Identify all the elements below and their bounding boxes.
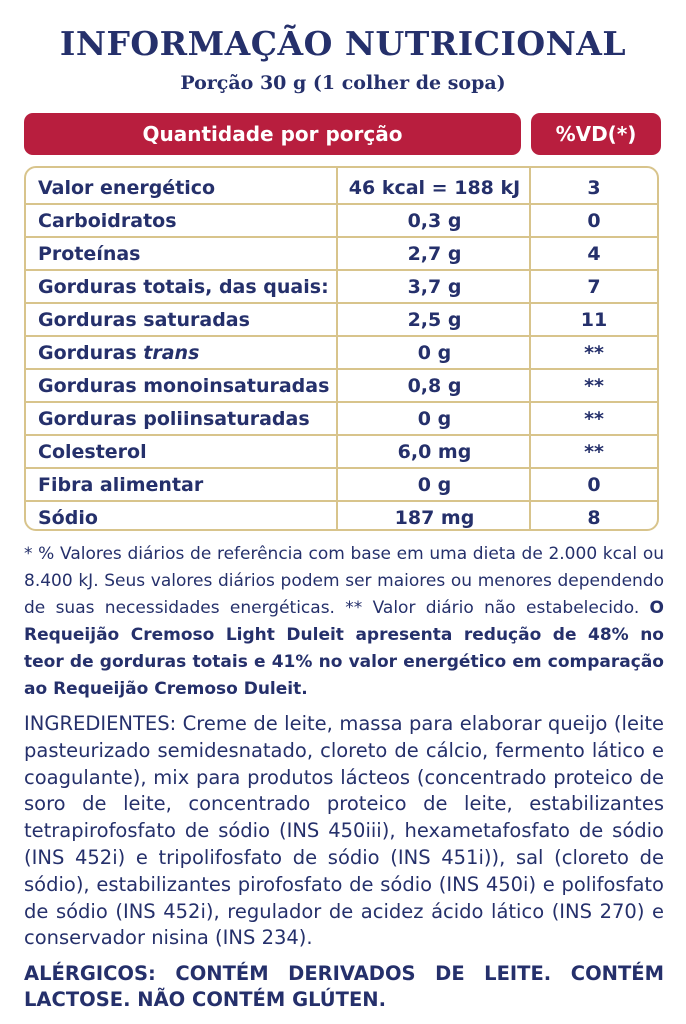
- table-row: [26, 500, 657, 531]
- footnote: [24, 541, 664, 703]
- nutrient-name: Proteínas: [38, 243, 141, 265]
- nutrient-amount: 0,3 g: [407, 210, 462, 232]
- nutrient-amount: 0 g: [417, 474, 452, 496]
- nutrient-dv: **: [584, 441, 604, 463]
- header-quantity: Quantidade por porção: [24, 113, 521, 155]
- table-row: [26, 203, 657, 236]
- nutrient-name-italic: trans: [143, 342, 200, 364]
- table-row: [26, 302, 657, 335]
- allergens: ALÉRGICOS: CONTÉM DERIVADOS DE LEITE. CONTÉM LACTOSE. NÃO CONTÉM GLÚTEN.: [24, 962, 664, 1011]
- nutrient-amount: 0 g: [417, 408, 452, 430]
- label-title: INFORMAÇÃO NUTRICIONAL: [59, 24, 627, 63]
- table-row: [26, 236, 657, 269]
- nutrient-dv: 3: [587, 177, 601, 199]
- nutrient-dv: 7: [587, 276, 601, 298]
- footnote-highlight: O Requeijão Cremoso Light Duleit apresenta redução de 48% no teor de gorduras totais e 41% no valor energético em comparação ao Requeijão Cremoso Duleit.: [24, 598, 664, 699]
- nutrient-amount: 3,7 g: [407, 276, 462, 298]
- nutrient-name: Gorduras totais, das quais:: [38, 276, 329, 298]
- nutrient-name: Gorduras monoinsaturadas: [38, 375, 330, 397]
- table-row: [26, 401, 657, 434]
- nutrient-dv: 8: [587, 507, 601, 529]
- table-row: [26, 467, 657, 500]
- table-row: [26, 368, 657, 401]
- nutrient-name: Gorduras poliinsaturadas: [38, 408, 310, 430]
- nutrient-name: Valor energético: [38, 177, 216, 199]
- nutrient-name: Fibra alimentar: [38, 474, 204, 496]
- ingredients: INGREDIENTES: Creme de leite, massa para elaborar queijo (leite pasteurizado semidesnatado, cloreto de cálcio, fermento lático e coagulante), mix para produtos lácteos (concentrado proteico de soro de leite, concentrado proteico de leite, estabilizantes tetrapirofosfato de sódio (INS 450iii), hexametafosfato de sódio (INS 452i) e tripolifosfato de sódio (INS 451i)), sal (cloreto de sódio), estabilizantes pirofosfato de sódio (INS 450i) e polifosfato de sódio (INS 452i), regulador de acidez ácido lático (INS 270) e conservador nisina (INS 234).: [24, 712, 664, 950]
- nutrient-amount: 0,8 g: [407, 375, 462, 397]
- nutrient-amount: 2,5 g: [407, 309, 462, 331]
- nutrient-amount: 2,7 g: [407, 243, 462, 265]
- table-row: [26, 434, 657, 467]
- nutrient-dv: **: [584, 342, 604, 364]
- header-daily-value: %VD(*): [531, 113, 661, 155]
- nutrient-dv: 4: [587, 243, 601, 265]
- nutrient-name-prefix: Gorduras: [38, 342, 144, 364]
- nutrient-dv: 0: [587, 474, 601, 496]
- table-row: [26, 335, 657, 368]
- nutrient-amount: 187 mg: [394, 507, 475, 529]
- nutrient-name: Carboidratos: [38, 210, 177, 232]
- nutrient-name: Gorduras saturadas: [38, 309, 250, 331]
- nutrient-amount: 0 g: [417, 342, 452, 364]
- table-row: [26, 269, 657, 302]
- nutrient-amount: 46 kcal = 188 kJ: [348, 177, 521, 199]
- nutrient-name: Colesterol: [38, 441, 147, 463]
- nutrient-name: [38, 335, 338, 368]
- table-row: [26, 170, 657, 203]
- footnote-text: * % Valores diários de referência com base em uma dieta de 2.000 kcal ou 8.400 kJ. Seus valores diários podem ser maiores ou menores dependendo de suas necessidades energéticas. ** Valor diário não estabelecido.: [24, 544, 664, 618]
- nutrient-dv: 0: [587, 210, 601, 232]
- nutrient-amount: 6,0 mg: [397, 441, 472, 463]
- nutrient-name: Sódio: [38, 507, 98, 529]
- nutrient-dv: 11: [580, 309, 608, 331]
- nutrient-dv: **: [584, 375, 604, 397]
- portion-size: Porção 30 g (1 colher de sopa): [180, 72, 506, 94]
- nutrition-table: [24, 166, 659, 531]
- nutrient-dv: **: [584, 408, 604, 430]
